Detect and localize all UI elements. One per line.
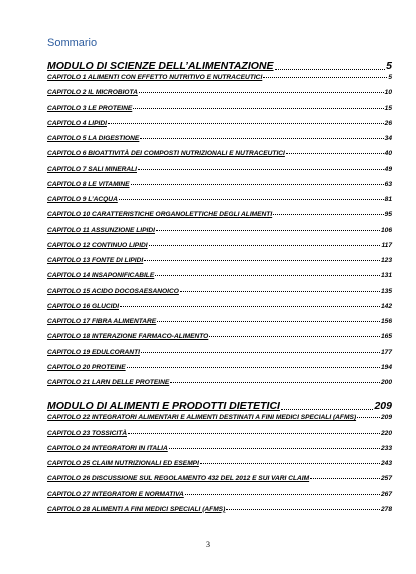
toc-chapter-entry[interactable]: [47, 333, 392, 348]
toc-entry-page-number: 194: [380, 363, 392, 371]
dot-leader: [281, 409, 374, 410]
toc-entry-title[interactable]: CAPITOLO 17 FIBRA ALIMENTARE: [47, 318, 157, 325]
dot-leader: [156, 230, 380, 231]
toc-entry-page-number: 257: [380, 475, 392, 483]
toc-entry-page-number: 15: [384, 104, 392, 112]
dot-leader: [275, 69, 386, 70]
toc-entry-title[interactable]: CAPITOLO 5 LA DIGESTIONE: [47, 135, 140, 142]
toc-entry-page-number: 209: [380, 414, 392, 422]
toc-entry-title[interactable]: CAPITOLO 10 CARATTERISTICHE ORGANOLETTICHE DEGLI ALIMENTI: [47, 211, 273, 219]
toc-entry-title[interactable]: CAPITOLO 2 IL MICROBIOTA: [47, 89, 138, 97]
dot-leader: [120, 306, 380, 307]
toc-entry-page-number: 220: [380, 429, 392, 437]
toc-entry-page-number: 106: [380, 226, 392, 234]
toc-chapter-entry[interactable]: [47, 506, 392, 521]
toc-entry-page-number: 267: [380, 490, 392, 498]
toc-entry-page-number: 49: [384, 165, 392, 173]
toc-chapter-entry[interactable]: [47, 257, 392, 272]
toc-entry-title[interactable]: CAPITOLO 3 LE PROTEINE: [47, 104, 133, 112]
dot-leader: [286, 153, 384, 154]
toc-entry-page-number: 34: [384, 135, 392, 142]
toc-chapter-entry[interactable]: [47, 74, 392, 89]
dot-leader: [157, 321, 380, 322]
toc-entry-page-number: 63: [384, 180, 392, 188]
toc-chapter-entry[interactable]: [47, 430, 392, 445]
toc-chapter-entry[interactable]: [47, 318, 392, 333]
dot-leader: [226, 509, 380, 510]
dot-leader: [357, 417, 380, 418]
dot-leader: [127, 367, 380, 368]
toc-entry-title[interactable]: CAPITOLO 13 FONTE DI LIPIDI: [47, 257, 144, 264]
dot-leader: [263, 77, 387, 78]
dot-leader: [209, 336, 380, 337]
toc-entry-title[interactable]: CAPITOLO 18 INTERAZIONE FARMACO-ALIMENTO: [47, 333, 209, 341]
toc-chapter-entry[interactable]: [47, 211, 392, 226]
toc-entry-page-number: 95: [384, 211, 392, 219]
dot-leader: [141, 352, 380, 353]
toc-entry-title[interactable]: CAPITOLO 28 ALIMENTI A FINI MEDICI SPECIALI (AFMS): [47, 505, 226, 513]
toc-entry-page-number: 142: [380, 302, 392, 310]
toc-entry-title[interactable]: CAPITOLO 24 INTEGRATORI IN ITALIA: [47, 444, 168, 452]
toc-chapter-entry[interactable]: [47, 491, 392, 506]
toc-entry-page-number: 243: [380, 460, 392, 467]
dot-leader: [138, 169, 384, 170]
toc-heading: Sommario: [47, 37, 98, 49]
dot-leader: [128, 433, 380, 434]
toc-entry-title[interactable]: CAPITOLO 1 ALIMENTI CON EFFETTO NUTRITIVO E NUTRACEUTICI: [47, 74, 263, 81]
dot-leader: [180, 291, 380, 292]
dot-leader: [131, 184, 384, 185]
toc-entry-page-number: 209: [374, 400, 392, 413]
dot-leader: [108, 123, 384, 124]
toc-entry-title[interactable]: CAPITOLO 14 INSAPONIFICABILE: [47, 272, 155, 280]
dot-leader: [310, 478, 380, 479]
toc-chapter-entry[interactable]: [47, 379, 392, 394]
toc-chapter-entry[interactable]: [47, 227, 392, 242]
toc-chapter-entry[interactable]: [47, 364, 392, 379]
toc-entry-title[interactable]: CAPITOLO 6 BIOATTIVITÀ DEI COMPOSTI NUTRIZIONALI E NUTRACEUTICI: [47, 150, 285, 158]
dot-leader: [155, 275, 380, 276]
toc-entry-title[interactable]: CAPITOLO 7 SALI MINERALI: [47, 165, 137, 173]
toc-chapter-entry[interactable]: [47, 445, 392, 460]
dot-leader: [273, 214, 383, 215]
dot-leader: [144, 260, 380, 261]
toc-entry-title[interactable]: MODULO DI SCIENZE DELL’ALIMENTAZIONE: [47, 60, 274, 72]
toc-entry-page-number: 131: [380, 272, 392, 280]
toc-entry-title[interactable]: CAPITOLO 4 LIPIDI: [47, 119, 107, 127]
toc-entry-title[interactable]: CAPITOLO 9 L’ACQUA: [47, 196, 118, 203]
toc-entry-title[interactable]: CAPITOLO 12 CONTINUO LIPIDI: [47, 241, 148, 249]
dot-leader: [149, 245, 381, 246]
dot-leader: [119, 199, 384, 200]
dot-leader: [169, 448, 380, 449]
toc-entry-page-number: 233: [380, 444, 392, 452]
dot-leader: [185, 494, 380, 495]
toc-entry-title[interactable]: CAPITOLO 22 INTEGRATORI ALIMENTARI E ALIMENTI DESTINATI A FINI MEDICI SPECIALI (AFMS): [47, 414, 357, 422]
table-of-contents: [47, 54, 392, 521]
toc-chapter-entry[interactable]: [47, 105, 392, 120]
toc-entry-title[interactable]: CAPITOLO 8 LE VITAMINE: [47, 180, 130, 188]
toc-entry-page-number: 135: [380, 287, 392, 295]
dot-leader: [170, 382, 380, 383]
toc-entry-page-number: 177: [380, 348, 392, 356]
toc-entry-page-number: 165: [380, 333, 392, 341]
toc-entry-title[interactable]: CAPITOLO 25 CLAIM NUTRIZIONALI ED ESEMPI: [47, 460, 199, 467]
toc-chapter-entry[interactable]: [47, 150, 392, 165]
toc-entry-page-number: 5: [386, 60, 392, 72]
toc-entry-title[interactable]: CAPITOLO 23 TOSSICITÀ: [47, 429, 127, 437]
toc-chapter-entry[interactable]: [47, 242, 392, 257]
toc-chapter-entry[interactable]: [47, 272, 392, 287]
toc-chapter-entry[interactable]: [47, 349, 392, 364]
toc-chapter-entry[interactable]: [47, 89, 392, 104]
toc-entry-page-number: 278: [380, 505, 392, 513]
toc-chapter-entry[interactable]: [47, 288, 392, 303]
dot-leader: [133, 108, 383, 109]
toc-entry-title[interactable]: CAPITOLO 20 PROTEINE: [47, 363, 126, 371]
toc-entry-title[interactable]: CAPITOLO 16 GLUCIDI: [47, 302, 120, 310]
toc-chapter-entry[interactable]: [47, 475, 392, 490]
toc-chapter-entry[interactable]: [47, 135, 392, 150]
toc-entry-page-number: 26: [384, 119, 392, 127]
toc-chapter-entry[interactable]: [47, 120, 392, 135]
toc-entry-page-number: 81: [384, 196, 392, 203]
toc-entry-title[interactable]: CAPITOLO 26 DISCUSSIONE SUL REGOLAMENTO 432 DEL 2012 E SUI VARI CLAIM: [47, 475, 310, 483]
toc-entry-page-number: 10: [384, 89, 392, 97]
dot-leader: [200, 463, 380, 464]
toc-entry-title[interactable]: CAPITOLO 15 ACIDO DOCOSAESANOICO: [47, 287, 179, 295]
toc-chapter-entry[interactable]: [47, 460, 392, 475]
toc-chapter-entry[interactable]: [47, 196, 392, 211]
toc-chapter-entry[interactable]: [47, 181, 392, 196]
toc-entry-page-number: 117: [381, 241, 392, 249]
toc-entry-title[interactable]: CAPITOLO 11 ASSUNZIONE LIPIDI: [47, 226, 155, 234]
toc-entry-title[interactable]: MODULO DI ALIMENTI E PRODOTTI DIETETICI: [47, 400, 280, 413]
dot-leader: [140, 138, 383, 139]
toc-entry-title[interactable]: CAPITOLO 21 LARN DELLE PROTEINE: [47, 379, 170, 386]
toc-entry-page-number: 40: [384, 150, 392, 158]
toc-entry-page-number: 123: [380, 257, 392, 264]
toc-chapter-entry[interactable]: [47, 166, 392, 181]
toc-entry-title[interactable]: CAPITOLO 27 INTEGRATORI E NORMATIVA: [47, 490, 184, 498]
toc-module-entry[interactable]: [47, 394, 392, 414]
toc-entry-page-number: 156: [380, 318, 392, 325]
toc-entry-title[interactable]: CAPITOLO 19 EDULCORANTI: [47, 348, 140, 356]
toc-chapter-entry[interactable]: [47, 303, 392, 318]
dot-leader: [139, 92, 384, 93]
toc-module-entry[interactable]: [47, 54, 392, 74]
toc-chapter-entry[interactable]: [47, 414, 392, 429]
toc-entry-page-number: 5: [388, 74, 392, 81]
page-number: 3: [206, 540, 210, 549]
toc-entry-page-number: 200: [380, 379, 392, 386]
